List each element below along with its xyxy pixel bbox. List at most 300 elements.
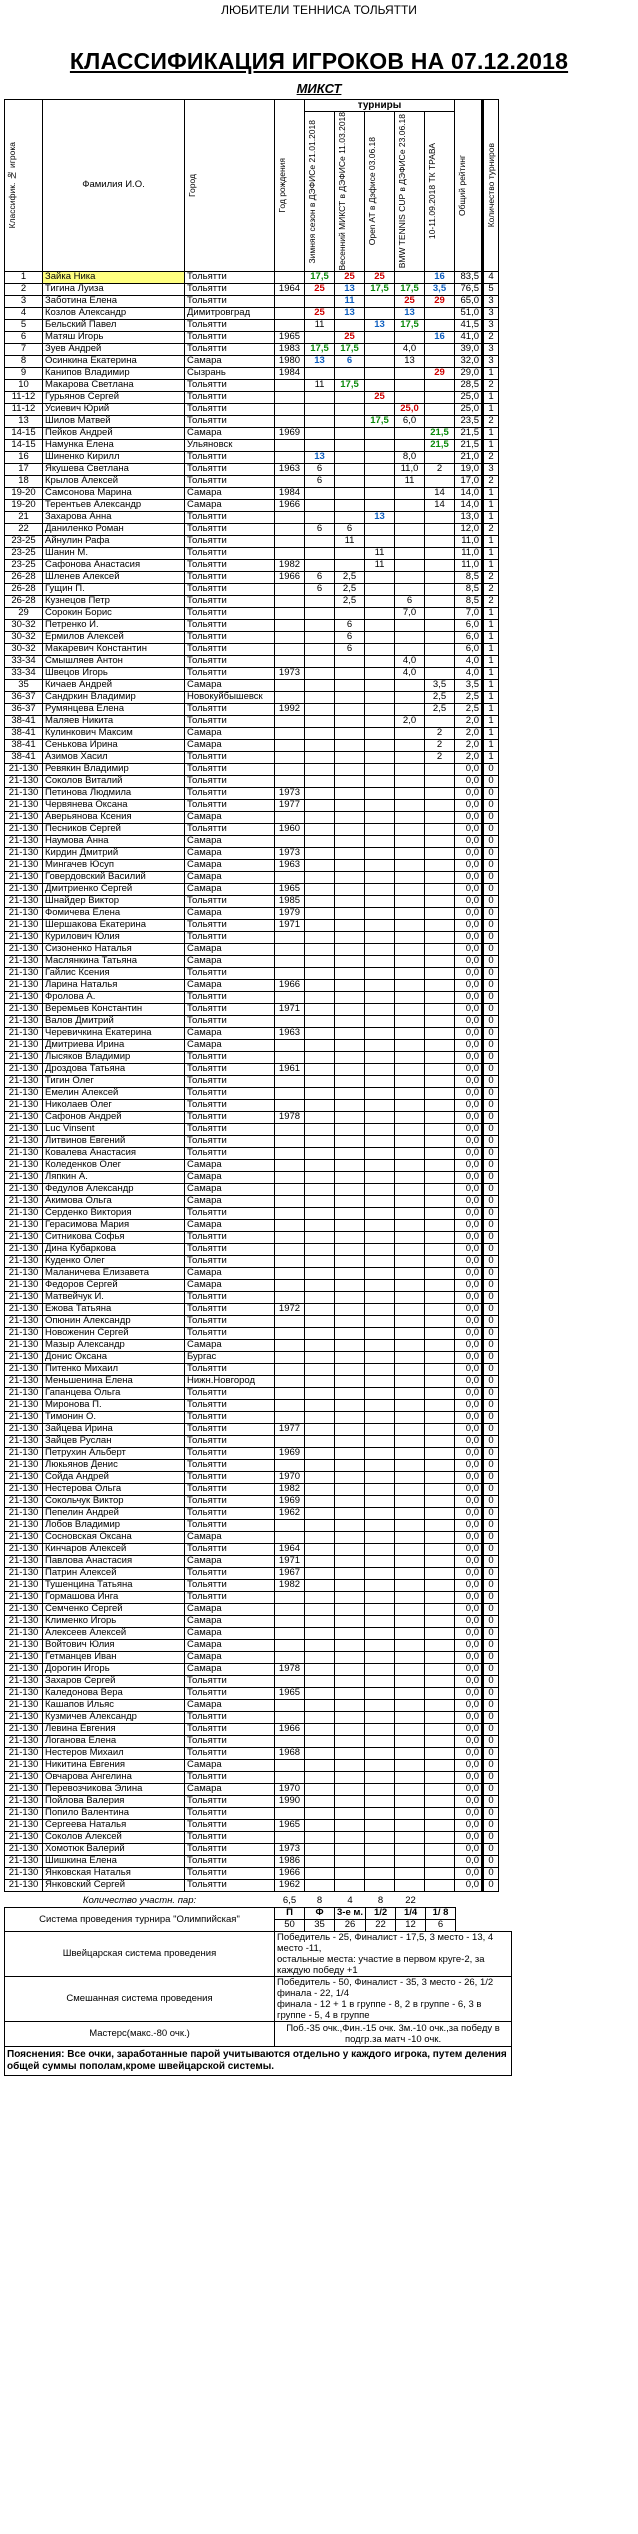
cell-year	[275, 475, 305, 487]
table-row	[5, 1255, 513, 1267]
cell-year	[275, 295, 305, 307]
cell-count: 1	[483, 667, 499, 679]
cell-total: 0,0	[455, 1111, 483, 1123]
header-place: Классифик. № игрока	[5, 100, 43, 272]
cell-t3	[365, 1327, 395, 1339]
cell-t1: 6	[305, 475, 335, 487]
cell-city: Тольятти	[185, 1207, 275, 1219]
cell-year: 1962	[275, 1879, 305, 1891]
cell-t2	[335, 775, 365, 787]
cell-t1	[305, 1807, 335, 1819]
table-row	[5, 1243, 513, 1255]
cell-t4	[395, 1735, 425, 1747]
cell-city: Тольятти	[185, 331, 275, 343]
cell-name: Песников Сергей	[43, 823, 185, 835]
cell-name: Гапанцева Ольга	[43, 1387, 185, 1399]
cell-t3	[365, 331, 395, 343]
cell-t4	[395, 1411, 425, 1423]
cell-t4	[395, 1291, 425, 1303]
cell-t4	[395, 691, 425, 703]
cell-t5	[425, 583, 455, 595]
cell-name: Семченко Сергей	[43, 1603, 185, 1615]
cell-total: 0,0	[455, 1267, 483, 1279]
table-row	[5, 1279, 513, 1291]
cell-t1	[305, 739, 335, 751]
cell-name: Сосновская Оксана	[43, 1531, 185, 1543]
cell-city: Тольятти	[185, 535, 275, 547]
cell-count: 0	[483, 1291, 499, 1303]
cell-t4	[395, 1111, 425, 1123]
cell-t4	[395, 943, 425, 955]
cell-t4	[395, 1867, 425, 1879]
cell-t3	[365, 1195, 395, 1207]
cell-total: 0,0	[455, 775, 483, 787]
cell-name: Лобов Владимир	[43, 1519, 185, 1531]
cell-t1	[305, 1399, 335, 1411]
cell-t3	[365, 1591, 395, 1603]
cell-t1	[305, 679, 335, 691]
cell-t1	[305, 811, 335, 823]
cell-city: Самара	[185, 499, 275, 511]
cell-t4	[395, 1423, 425, 1435]
cell-t1	[305, 1507, 335, 1519]
mixed-row	[5, 1976, 512, 2021]
cell-place: 21-130	[5, 1171, 43, 1183]
cell-t5	[425, 415, 455, 427]
cell-count: 0	[483, 1483, 499, 1495]
cell-year: 1984	[275, 367, 305, 379]
cell-t1: 25	[305, 307, 335, 319]
cell-name: Кирдин Дмитрий	[43, 847, 185, 859]
cell-place: 30-32	[5, 643, 43, 655]
cell-t1	[305, 1783, 335, 1795]
cell-count: 0	[483, 1831, 499, 1843]
cell-place: 21-130	[5, 883, 43, 895]
cell-t1	[305, 1831, 335, 1843]
cell-t5	[425, 1699, 455, 1711]
cell-city: Самара	[185, 1039, 275, 1051]
cell-t5	[425, 1471, 455, 1483]
cell-t1	[305, 1051, 335, 1063]
cell-t1	[305, 1387, 335, 1399]
cell-t5	[425, 1495, 455, 1507]
cell-total: 0,0	[455, 1075, 483, 1087]
cell-count: 5	[483, 283, 499, 295]
cell-name: Алексеев Алексей	[43, 1627, 185, 1639]
cell-total: 0,0	[455, 811, 483, 823]
cell-name: Кулинкович Максим	[43, 727, 185, 739]
cell-count: 0	[483, 967, 499, 979]
cell-place: 21-130	[5, 1771, 43, 1783]
table-row	[5, 355, 513, 367]
cell-total: 7,0	[455, 607, 483, 619]
cell-year: 1970	[275, 1783, 305, 1795]
cell-t2	[335, 1255, 365, 1267]
cell-total: 0,0	[455, 1039, 483, 1051]
cell-t3	[365, 1147, 395, 1159]
cell-city: Тольятти	[185, 1099, 275, 1111]
table-row	[5, 847, 513, 859]
cell-t4	[395, 727, 425, 739]
cell-t3	[365, 883, 395, 895]
cell-t2	[335, 1627, 365, 1639]
cell-place: 13	[5, 415, 43, 427]
cell-city: Тольятти	[185, 1591, 275, 1603]
cell-t1	[305, 835, 335, 847]
cell-year: 1973	[275, 787, 305, 799]
cell-t5	[425, 1075, 455, 1087]
table-row	[5, 1771, 513, 1783]
cell-place: 21-130	[5, 1411, 43, 1423]
cell-t1	[305, 847, 335, 859]
cell-city: Тольятти	[185, 1399, 275, 1411]
cell-city: Тольятти	[185, 1051, 275, 1063]
cell-t3	[365, 1159, 395, 1171]
cell-count: 0	[483, 1231, 499, 1243]
cell-t4	[395, 1231, 425, 1243]
cell-count: 0	[483, 799, 499, 811]
cell-total: 0,0	[455, 1459, 483, 1471]
cell-place: 21-130	[5, 1711, 43, 1723]
cell-t1	[305, 1879, 335, 1891]
cell-city: Тольятти	[185, 595, 275, 607]
cell-t4	[395, 1363, 425, 1375]
cell-count: 0	[483, 1651, 499, 1663]
cell-place: 33-34	[5, 667, 43, 679]
cell-count: 0	[483, 1795, 499, 1807]
cell-t4	[395, 1147, 425, 1159]
cell-t4	[395, 799, 425, 811]
cell-t2	[335, 1699, 365, 1711]
cell-place: 30-32	[5, 619, 43, 631]
cell-place: 21-130	[5, 1615, 43, 1627]
cell-t4	[395, 1483, 425, 1495]
cell-t2	[335, 415, 365, 427]
cell-name: Левина Евгения	[43, 1723, 185, 1735]
cell-t3	[365, 463, 395, 475]
cell-count: 0	[483, 1495, 499, 1507]
cell-t5	[425, 1435, 455, 1447]
cell-t2	[335, 907, 365, 919]
table-row	[5, 1135, 513, 1147]
cell-place: 21-130	[5, 1507, 43, 1519]
cell-t2	[335, 955, 365, 967]
cell-t5	[425, 559, 455, 571]
cell-total: 2,0	[455, 751, 483, 763]
table-row	[5, 1855, 513, 1867]
cell-t5	[425, 1831, 455, 1843]
cell-t1: 11	[305, 319, 335, 331]
table-row	[5, 1639, 513, 1651]
cell-t3	[365, 859, 395, 871]
cell-place: 21-130	[5, 1015, 43, 1027]
cell-total: 0,0	[455, 1339, 483, 1351]
cell-t4	[395, 1459, 425, 1471]
cell-total: 2,0	[455, 727, 483, 739]
cell-t3	[365, 919, 395, 931]
cell-city: Тольятти	[185, 1303, 275, 1315]
cell-t1: 17,5	[305, 271, 335, 283]
cell-t2	[335, 895, 365, 907]
cell-t5	[425, 1231, 455, 1243]
cell-year	[275, 943, 305, 955]
table-row	[5, 523, 513, 535]
cell-t2	[335, 1339, 365, 1351]
cell-count: 0	[483, 1687, 499, 1699]
cell-count: 0	[483, 1171, 499, 1183]
cell-t1: 6	[305, 583, 335, 595]
table-row	[5, 319, 513, 331]
cell-t1	[305, 487, 335, 499]
cell-place: 21-130	[5, 1879, 43, 1891]
cell-name: Сокольчук Виктор	[43, 1495, 185, 1507]
cell-place: 21-130	[5, 1435, 43, 1447]
cell-t3	[365, 1027, 395, 1039]
footer-table	[4, 1896, 512, 2076]
cell-place: 21-130	[5, 1699, 43, 1711]
cell-t2	[335, 1063, 365, 1075]
cell-city: Самара	[185, 1027, 275, 1039]
cell-name: Канипов Владимир	[43, 367, 185, 379]
cell-year	[275, 835, 305, 847]
cell-city: Тольятти	[185, 643, 275, 655]
table-row	[5, 1207, 513, 1219]
cell-t3: 13	[365, 511, 395, 523]
cell-t1	[305, 1699, 335, 1711]
cell-city: Самара	[185, 487, 275, 499]
table-row	[5, 967, 513, 979]
cell-count: 0	[483, 871, 499, 883]
cell-t3	[365, 1567, 395, 1579]
cell-place: 21-130	[5, 1303, 43, 1315]
cell-name: Намунка Елена	[43, 439, 185, 451]
cell-year: 1969	[275, 1447, 305, 1459]
table-row	[5, 295, 513, 307]
table-row	[5, 1483, 513, 1495]
cell-year: 1986	[275, 1855, 305, 1867]
cell-t2: 6	[335, 619, 365, 631]
cell-total: 0,0	[455, 943, 483, 955]
cell-t5	[425, 1567, 455, 1579]
cell-t5	[425, 1135, 455, 1147]
cell-year	[275, 607, 305, 619]
cell-t5	[425, 1255, 455, 1267]
cell-t5	[425, 835, 455, 847]
cell-total: 0,0	[455, 1723, 483, 1735]
cell-t4	[395, 1135, 425, 1147]
cell-name: Тигин Олег	[43, 1075, 185, 1087]
cell-name: Швецов Игорь	[43, 667, 185, 679]
cell-year	[275, 379, 305, 391]
cell-city: Тольятти	[185, 763, 275, 775]
table-row	[5, 283, 513, 295]
cell-name: Патрин Алексей	[43, 1567, 185, 1579]
cell-city: Самара	[185, 943, 275, 955]
cell-year	[275, 991, 305, 1003]
cell-t4	[395, 1651, 425, 1663]
cell-t1: 13	[305, 355, 335, 367]
cell-place: 21-130	[5, 1819, 43, 1831]
participants-label: Количество участн. пар:	[82, 1895, 197, 1907]
cell-count: 0	[483, 1027, 499, 1039]
table-row	[5, 367, 513, 379]
cell-city: Тольятти	[185, 1147, 275, 1159]
cell-t3	[365, 943, 395, 955]
cell-city: Самара	[185, 859, 275, 871]
cell-year: 1966	[275, 979, 305, 991]
cell-place: 21-130	[5, 775, 43, 787]
cell-count: 0	[483, 1195, 499, 1207]
cell-t4	[395, 1627, 425, 1639]
cell-t3	[365, 1411, 395, 1423]
cell-city: Самара	[185, 1171, 275, 1183]
cell-total: 0,0	[455, 1183, 483, 1195]
cell-place: 21-130	[5, 1339, 43, 1351]
cell-t2	[335, 871, 365, 883]
cell-t5: 29	[425, 295, 455, 307]
cell-city: Тольятти	[185, 1735, 275, 1747]
cell-t5	[425, 1447, 455, 1459]
cell-place: 35	[5, 679, 43, 691]
cell-t1	[305, 547, 335, 559]
cell-t2	[335, 559, 365, 571]
cell-year	[275, 763, 305, 775]
cell-t5	[425, 1735, 455, 1747]
cell-count: 1	[483, 535, 499, 547]
cell-t5	[425, 715, 455, 727]
cell-name: Меньшенина Елена	[43, 1375, 185, 1387]
cell-t3	[365, 535, 395, 547]
cell-city: Сызрань	[185, 367, 275, 379]
cell-place: 11-12	[5, 391, 43, 403]
cell-t4	[395, 1195, 425, 1207]
cell-t4	[395, 1831, 425, 1843]
cell-t1	[305, 655, 335, 667]
cell-t2	[335, 1663, 365, 1675]
cell-name: Матвейчук И.	[43, 1291, 185, 1303]
cell-city: Димитровград	[185, 307, 275, 319]
cell-t2: 17,5	[335, 379, 365, 391]
cell-t3	[365, 295, 395, 307]
cell-name: Федоров Сергей	[43, 1279, 185, 1291]
cell-t3	[365, 1831, 395, 1843]
header-year: Год рождения	[275, 100, 305, 272]
cell-name: Тигина Луиза	[43, 283, 185, 295]
cell-t2: 6	[335, 643, 365, 655]
cell-year: 1970	[275, 1471, 305, 1483]
cell-t3	[365, 691, 395, 703]
cell-total: 0,0	[455, 1363, 483, 1375]
cell-t3	[365, 1435, 395, 1447]
cell-t5	[425, 1855, 455, 1867]
table-row	[5, 1423, 513, 1435]
cell-year: 1964	[275, 283, 305, 295]
cell-t2	[335, 1819, 365, 1831]
table-row	[5, 571, 513, 583]
cell-city: Самара	[185, 1159, 275, 1171]
cell-t2	[335, 1291, 365, 1303]
cell-name: Самсонова Марина	[43, 487, 185, 499]
cell-total: 6,0	[455, 619, 483, 631]
cell-t4	[395, 703, 425, 715]
cell-t5	[425, 799, 455, 811]
cell-name: Шершакова Екатерина	[43, 919, 185, 931]
cell-count: 0	[483, 1411, 499, 1423]
cell-city: Тольятти	[185, 1723, 275, 1735]
cell-count: 0	[483, 847, 499, 859]
cell-t1	[305, 1483, 335, 1495]
cell-count: 1	[483, 679, 499, 691]
cell-year	[275, 967, 305, 979]
cell-total: 23,5	[455, 415, 483, 427]
table-row	[5, 631, 513, 643]
cell-place: 10	[5, 379, 43, 391]
cell-name: Кичаев Андрей	[43, 679, 185, 691]
table-row	[5, 1831, 513, 1843]
cell-t5	[425, 1483, 455, 1495]
cell-place: 21-130	[5, 1255, 43, 1267]
cell-t5	[425, 307, 455, 319]
cell-t5	[425, 319, 455, 331]
cell-place: 21-130	[5, 1567, 43, 1579]
table-row	[5, 1015, 513, 1027]
cell-name: Ситникова Софья	[43, 1231, 185, 1243]
cell-t5	[425, 1639, 455, 1651]
cell-t1	[305, 1855, 335, 1867]
header-tournaments: турниры	[305, 100, 455, 112]
cell-total: 0,0	[455, 1867, 483, 1879]
cell-t2	[335, 391, 365, 403]
cell-t1	[305, 895, 335, 907]
cell-t4	[395, 331, 425, 343]
cell-total: 8,5	[455, 583, 483, 595]
cell-t3	[365, 1423, 395, 1435]
cell-t1	[305, 499, 335, 511]
cell-t5: 2	[425, 751, 455, 763]
cell-t4	[395, 979, 425, 991]
cell-t2: 13	[335, 283, 365, 295]
cell-t3	[365, 1111, 395, 1123]
cell-t2	[335, 1219, 365, 1231]
cell-total: 11,0	[455, 535, 483, 547]
table-row	[5, 691, 513, 703]
cell-t2: 11	[335, 295, 365, 307]
table-row	[5, 331, 513, 343]
cell-year: 1965	[275, 331, 305, 343]
cell-count: 0	[483, 943, 499, 955]
cell-count: 1	[483, 643, 499, 655]
cell-t5	[425, 823, 455, 835]
cell-t3	[365, 1783, 395, 1795]
cell-t3: 17,5	[365, 415, 395, 427]
cell-t2	[335, 919, 365, 931]
cell-count: 0	[483, 883, 499, 895]
cell-year	[275, 727, 305, 739]
cell-year	[275, 931, 305, 943]
cell-t2	[335, 859, 365, 871]
cell-year: 1982	[275, 559, 305, 571]
cell-count: 0	[483, 1207, 499, 1219]
cell-year: 1966	[275, 1723, 305, 1735]
cell-count: 2	[483, 331, 499, 343]
cell-t5	[425, 535, 455, 547]
cell-name: Усиевич Юрий	[43, 403, 185, 415]
table-row	[5, 1567, 513, 1579]
cell-t2	[335, 1519, 365, 1531]
cell-year: 1971	[275, 1003, 305, 1015]
cell-t1	[305, 1651, 335, 1663]
cell-t5	[425, 655, 455, 667]
